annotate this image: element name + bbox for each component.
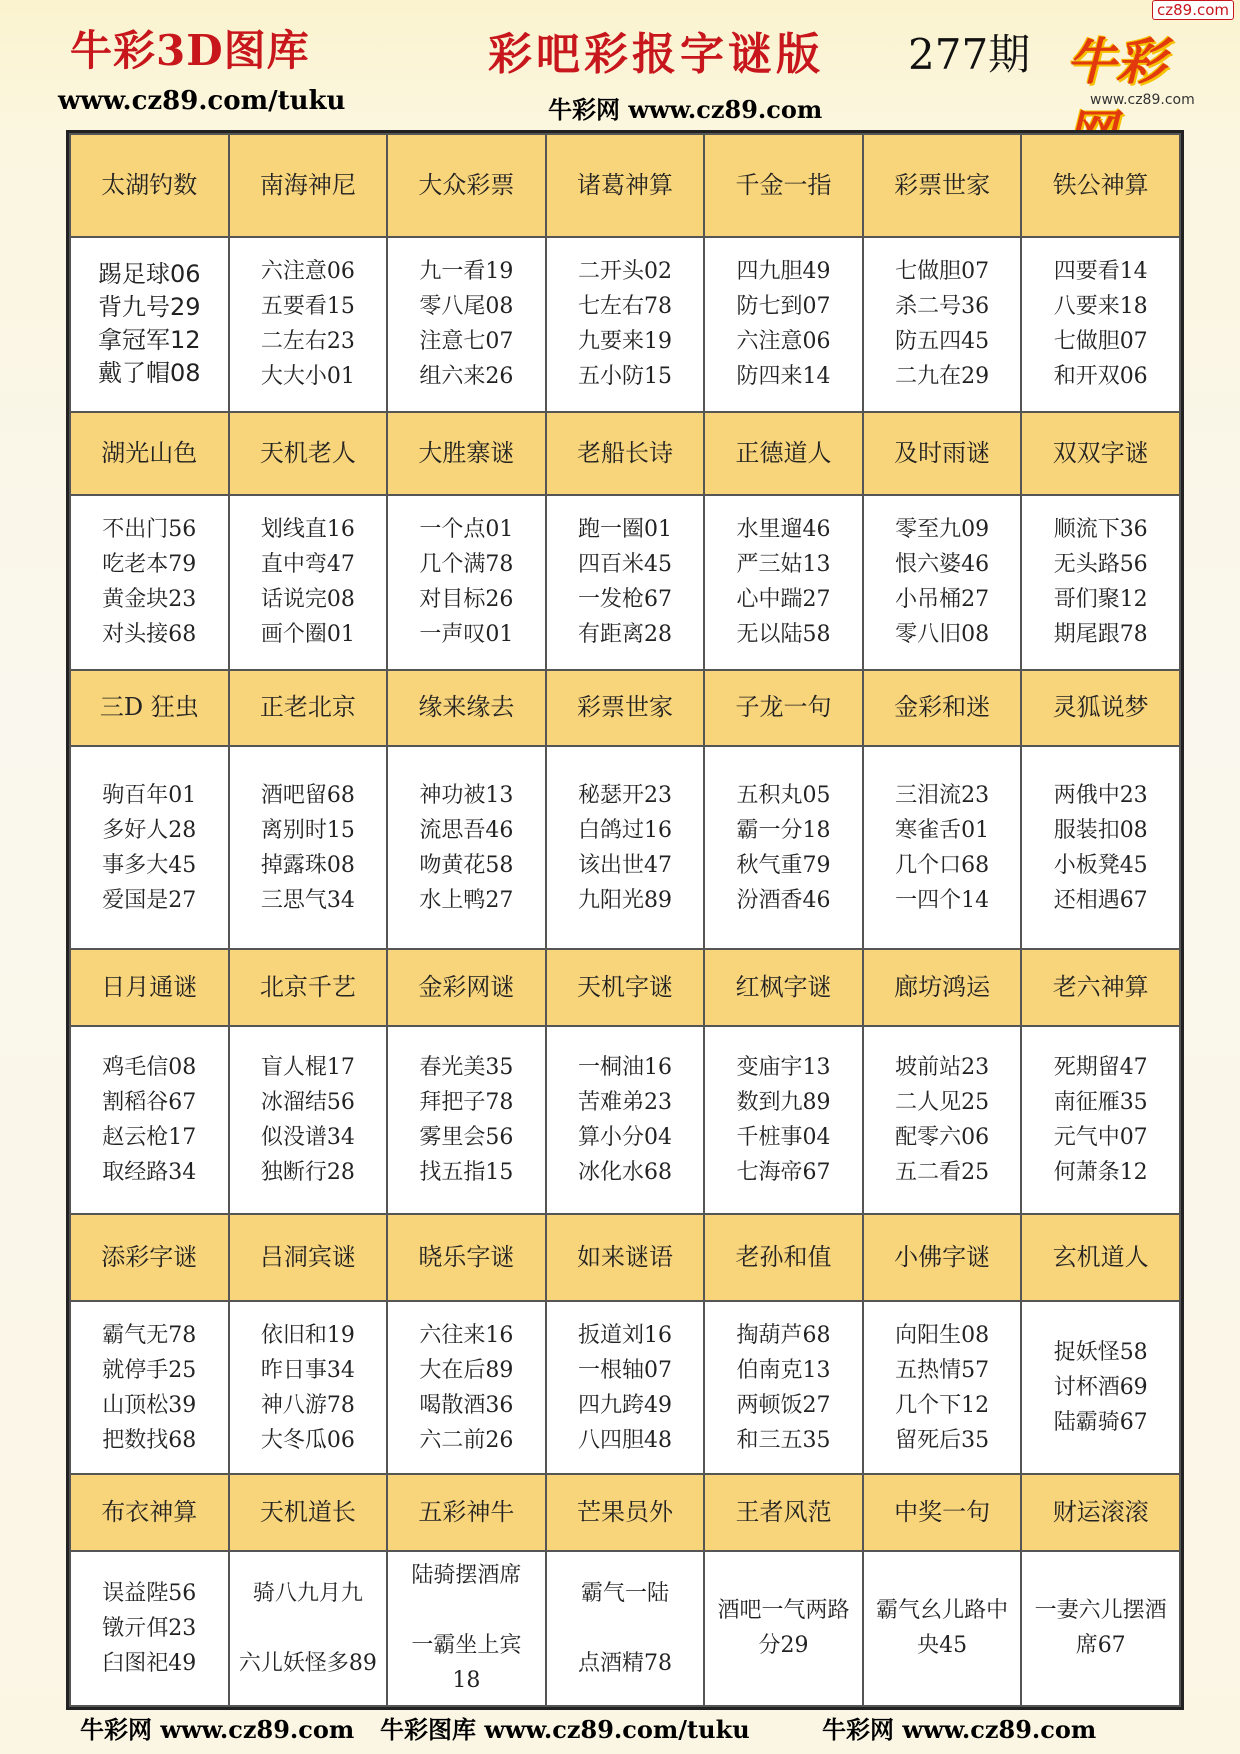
- page-title: 彩吧彩报字谜版: [488, 29, 824, 80]
- riddle-line: 九要来19: [577, 329, 672, 355]
- riddle-line: 杀二号36: [895, 294, 990, 320]
- riddle-cell: [387, 1026, 546, 1214]
- riddle-line: 几个口68: [895, 852, 990, 878]
- riddle-line: 二九在29: [895, 364, 990, 390]
- riddle-line: 小吊桶27: [895, 587, 990, 613]
- riddle-line: 留死后35: [895, 1427, 990, 1453]
- riddle-line: 臼图祀49: [102, 1650, 197, 1676]
- column-title: 日月通谜: [70, 949, 229, 1026]
- riddle-line: 水里遛46: [736, 517, 831, 543]
- riddle-line: 依旧和19: [260, 1322, 355, 1348]
- riddle-line: 五要看15: [260, 294, 355, 320]
- riddle-line: 对目标26: [419, 587, 514, 613]
- riddle-line: 五积丸05: [736, 782, 831, 808]
- riddle-cell: [1021, 495, 1180, 670]
- column-title: 铁公神算: [1021, 134, 1180, 237]
- section-entries-row: [70, 1026, 1180, 1214]
- column-title: 子龙一句: [704, 670, 863, 747]
- riddle-cell: [229, 1026, 388, 1214]
- issue-number: 277期: [908, 30, 1031, 79]
- column-title: 湖光山色: [70, 412, 229, 495]
- riddle-cell: [387, 237, 546, 412]
- column-title: 老孙和值: [704, 1214, 863, 1301]
- column-title: 大胜寨谜: [387, 412, 546, 495]
- riddle-line: 有距离28: [577, 622, 672, 648]
- riddle-line: 盲人棍17: [260, 1055, 355, 1080]
- riddle-line: 秋气重79: [736, 852, 831, 878]
- column-title: 天机字谜: [546, 949, 705, 1026]
- riddle-line: 一声叹01: [419, 622, 514, 648]
- riddle-cell: [546, 237, 705, 412]
- riddle-cell: [1021, 237, 1180, 412]
- riddle-line: 六儿妖怪多89: [238, 1650, 377, 1676]
- section-entries-row: [70, 495, 1180, 670]
- riddle-cell: [387, 1551, 546, 1706]
- column-title: 正老北京: [229, 670, 388, 747]
- riddle-cell: [387, 1301, 546, 1474]
- riddle-line: 二人见25: [895, 1090, 990, 1115]
- section-header-row: [70, 1474, 1180, 1551]
- riddle-line: 二左右23: [260, 329, 355, 355]
- riddle-line: 七海帝67: [736, 1160, 831, 1185]
- riddle-cell: [229, 746, 388, 949]
- riddle-line: 流思吾46: [419, 817, 514, 843]
- riddle-cell: [863, 746, 1022, 949]
- column-title: 添彩字谜: [70, 1214, 229, 1301]
- section-header-row: [70, 412, 1180, 495]
- riddle-line: 山顶松39: [102, 1392, 197, 1418]
- riddle-cell: [863, 495, 1022, 670]
- riddle-line: 掉露珠08: [260, 852, 355, 878]
- riddle-cell: [863, 1301, 1022, 1474]
- riddle-line: 死期留47: [1053, 1055, 1148, 1080]
- riddle-line: 五二看25: [895, 1160, 990, 1185]
- section-header-row: [70, 949, 1180, 1026]
- riddle-cell: [70, 1551, 229, 1706]
- riddle-line: 镦亓佴23: [102, 1615, 197, 1641]
- riddle-cell: [387, 495, 546, 670]
- riddle-line: 两俄中23: [1053, 782, 1148, 808]
- riddle-line: 七做胆07: [895, 259, 990, 285]
- riddle-cell: [1021, 1301, 1180, 1474]
- riddle-cell: [863, 237, 1022, 412]
- column-title: 老船长诗: [546, 412, 705, 495]
- riddle-line: 该出世47: [577, 852, 672, 878]
- riddle-line: 几个下12: [895, 1392, 990, 1418]
- logo-text: 牛彩: [1066, 33, 1166, 91]
- riddle-line: 和开双06: [1053, 364, 1148, 390]
- column-title: 五彩神牛: [387, 1474, 546, 1551]
- riddle-line: 顺流下36: [1053, 517, 1148, 543]
- riddle-line: 多好人28: [102, 817, 197, 843]
- riddle-line: 恨六婆46: [895, 552, 990, 578]
- riddle-line: [388, 1593, 545, 1628]
- riddle-line: 三思气34: [260, 887, 355, 913]
- site-logo: [1060, 22, 1210, 116]
- riddle-line: 雾里会56: [419, 1125, 514, 1150]
- riddle-line: 数到九89: [736, 1090, 831, 1115]
- column-title: 正德道人: [704, 412, 863, 495]
- riddle-line: 陆骑摆酒席: [411, 1563, 522, 1589]
- riddle-line: 千桩事04: [736, 1125, 831, 1150]
- riddle-line: 防七到07: [736, 294, 831, 320]
- riddle-line: 酒吧一气两路: [717, 1598, 850, 1624]
- riddle-line: 向阳生08: [895, 1322, 990, 1348]
- riddle-line: 霸气幺儿路中: [876, 1598, 1009, 1624]
- riddle-cell: [546, 1551, 705, 1706]
- riddle-line: 直中弯47: [260, 552, 355, 578]
- column-title: 廊坊鸿运: [863, 949, 1022, 1026]
- riddle-line: 昨日事34: [260, 1357, 355, 1383]
- column-title: 王者风范: [704, 1474, 863, 1551]
- riddle-cell: [229, 1301, 388, 1474]
- riddle-line: 无头路56: [1053, 552, 1148, 578]
- riddle-line: 吻黄花58: [419, 852, 514, 878]
- riddle-line: 服装扣08: [1053, 817, 1148, 843]
- riddle-line: 注意七07: [419, 329, 514, 355]
- riddle-line: 不出门56: [102, 517, 197, 543]
- logo-url: www.cz89.com: [1090, 92, 1195, 108]
- riddle-cell: [546, 746, 705, 949]
- riddle-grid: [66, 130, 1184, 1710]
- riddle-line: 零八旧08: [895, 622, 990, 648]
- riddle-line: 似没谱34: [260, 1125, 355, 1150]
- riddle-line: 骑八九月九: [252, 1580, 363, 1606]
- riddle-line: 扳道刘16: [577, 1322, 672, 1348]
- riddle-line: [547, 1611, 704, 1646]
- riddle-cell: [704, 1301, 863, 1474]
- riddle-line: 霸气一陆: [580, 1580, 669, 1606]
- column-title: 彩票世家: [546, 670, 705, 747]
- riddle-cell: [704, 237, 863, 412]
- riddle-cell: [1021, 1551, 1180, 1706]
- section-header-row: [70, 670, 1180, 747]
- riddle-line: 九一看19: [419, 259, 514, 285]
- riddle-line: 误益陛56: [102, 1580, 197, 1606]
- riddle-line: 还相遇67: [1053, 887, 1148, 913]
- riddle-line: 组六来26: [419, 364, 514, 390]
- section-header-row: [70, 134, 1180, 237]
- riddle-line: 二开头02: [577, 259, 672, 285]
- section-header-row: [70, 1214, 1180, 1301]
- riddle-line: 一根轴07: [577, 1357, 672, 1383]
- riddle-line: 八要来18: [1053, 294, 1148, 320]
- riddle-line: 一发枪67: [577, 587, 672, 613]
- column-title: 布衣神算: [70, 1474, 229, 1551]
- riddle-line: 六二前26: [419, 1427, 514, 1453]
- column-title: 吕洞宾谜: [229, 1214, 388, 1301]
- riddle-cell: [546, 1026, 705, 1214]
- riddle-cell: [70, 237, 229, 412]
- riddle-line: 一桐油16: [577, 1055, 672, 1080]
- riddle-line: 鸡毛信08: [102, 1055, 197, 1080]
- riddle-line: 元气中07: [1053, 1125, 1148, 1150]
- column-title: 玄机道人: [1021, 1214, 1180, 1301]
- riddle-line: 黄金块23: [102, 587, 197, 613]
- riddle-line: 冰化水68: [577, 1160, 672, 1185]
- riddle-line: 话说完08: [260, 587, 355, 613]
- riddle-line: 捉妖怪58: [1053, 1340, 1148, 1366]
- riddle-cell: [229, 1551, 388, 1706]
- riddle-line: 严三姑13: [736, 552, 831, 578]
- column-title: 灵狐说梦: [1021, 670, 1180, 747]
- riddle-line: 变庙宇13: [736, 1055, 831, 1080]
- riddle-line: 掏葫芦68: [736, 1322, 831, 1348]
- riddle-line: 苦难弟23: [577, 1090, 672, 1115]
- riddle-line: 拜把子78: [419, 1090, 514, 1115]
- riddle-line: 吃老本79: [102, 552, 197, 578]
- riddle-line: 四九跨49: [577, 1392, 672, 1418]
- column-title: 财运滚滚: [1021, 1474, 1180, 1551]
- column-title: 金彩网谜: [387, 949, 546, 1026]
- riddle-line: 无以陆58: [736, 622, 831, 648]
- column-title: 千金一指: [704, 134, 863, 237]
- riddle-line: 坡前站23: [895, 1055, 990, 1080]
- column-title: 北京千艺: [229, 949, 388, 1026]
- riddle-line: 六注意06: [736, 329, 831, 355]
- section-entries-row: [70, 237, 1180, 412]
- section-entries-row: [70, 1551, 1180, 1706]
- section-entries-row: [70, 1301, 1180, 1474]
- riddle-line: 八四胆48: [577, 1427, 672, 1453]
- riddle-line: 一个点01: [419, 517, 514, 543]
- column-title: 及时雨谜: [863, 412, 1022, 495]
- column-title: 红枫字谜: [704, 949, 863, 1026]
- riddle-cell: [546, 495, 705, 670]
- riddle-line: 背九号29: [98, 293, 201, 322]
- riddle-line: 伯南克13: [736, 1357, 831, 1383]
- riddle-line: 爱国是27: [102, 887, 197, 913]
- riddle-line: 霸气无78: [102, 1322, 197, 1348]
- riddle-cell: [229, 495, 388, 670]
- riddle-line: 四九胆49: [736, 259, 831, 285]
- riddle-cell: [70, 495, 229, 670]
- column-title: 小佛字谜: [863, 1214, 1022, 1301]
- riddle-line: 对头接68: [102, 622, 197, 648]
- riddle-line: 秘瑟开23: [577, 782, 672, 808]
- riddle-line: 期尾跟78: [1053, 622, 1148, 648]
- column-title: 大众彩票: [387, 134, 546, 237]
- riddle-cell: [704, 746, 863, 949]
- footer-right-url[interactable]: 牛彩网 www.cz89.com: [822, 1715, 1097, 1744]
- riddle-cell: [1021, 746, 1180, 949]
- riddle-line: 酒吧留68: [260, 782, 355, 808]
- riddle-line: 南征雁35: [1053, 1090, 1148, 1115]
- riddle-cell: [1021, 1026, 1180, 1214]
- riddle-line: 就停手25: [102, 1357, 197, 1383]
- riddle-cell: [546, 1301, 705, 1474]
- riddle-line: 陆霸骑67: [1053, 1410, 1148, 1436]
- riddle-line: [230, 1611, 387, 1646]
- riddle-line: 九阳光89: [577, 887, 672, 913]
- riddle-line: 零八尾08: [419, 294, 514, 320]
- riddle-cell: [863, 1026, 1022, 1214]
- riddle-line: 哥们聚12: [1053, 587, 1148, 613]
- riddle-cell: [863, 1551, 1022, 1706]
- riddle-line: 和三五35: [736, 1427, 831, 1453]
- footer-middle-url[interactable]: 牛彩图库 www.cz89.com/tuku: [380, 1715, 750, 1744]
- riddle-line: 大大小01: [260, 364, 355, 390]
- riddle-line: 心中踹27: [736, 587, 831, 613]
- footer-left-url[interactable]: 牛彩网 www.cz89.com: [80, 1715, 355, 1744]
- riddle-line: 事多大45: [102, 852, 197, 878]
- riddle-line: 水上鸭27: [419, 887, 514, 913]
- riddle-line: 拿冠军12: [98, 326, 201, 355]
- column-title: 金彩和迷: [863, 670, 1022, 747]
- riddle-line: 汾酒香46: [736, 887, 831, 913]
- riddle-cell: [704, 1026, 863, 1214]
- riddle-line: 零至九09: [895, 517, 990, 543]
- riddle-line: 配零六06: [895, 1125, 990, 1150]
- column-title: 芒果员外: [546, 1474, 705, 1551]
- riddle-line: 寒雀舌01: [895, 817, 990, 843]
- riddle-line: 六注意06: [260, 259, 355, 285]
- riddle-line: 戴了帽08: [98, 359, 201, 388]
- riddle-line: 央45: [917, 1633, 968, 1659]
- riddle-line: 分29: [758, 1633, 809, 1659]
- riddle-line: 离别时15: [260, 817, 355, 843]
- riddle-line: 席67: [1075, 1633, 1126, 1659]
- riddle-cell: [229, 237, 388, 412]
- riddle-line: 一霸坐上宾: [411, 1633, 522, 1659]
- riddle-line: 五热情57: [895, 1357, 990, 1383]
- riddle-line: 三泪流23: [895, 782, 990, 808]
- column-title: 双双字谜: [1021, 412, 1180, 495]
- column-title: 老六神算: [1021, 949, 1180, 1026]
- column-title: 晓乐字谜: [387, 1214, 546, 1301]
- site-url[interactable]: 牛彩网 www.cz89.com: [548, 95, 823, 124]
- riddle-cell: [70, 1026, 229, 1214]
- riddle-line: 白鸽过16: [577, 817, 672, 843]
- column-title: 南海神尼: [229, 134, 388, 237]
- riddle-line: 春光美35: [419, 1055, 514, 1080]
- section-entries-row: [70, 746, 1180, 949]
- riddle-line: 大冬瓜06: [260, 1427, 355, 1453]
- riddle-line: 画个圈01: [260, 622, 355, 648]
- riddle-line: 喝散酒36: [419, 1392, 514, 1418]
- riddle-line: 找五指15: [419, 1160, 514, 1185]
- riddle-line: 两顿饭27: [736, 1392, 831, 1418]
- riddle-line: 霸一分18: [736, 817, 831, 843]
- riddle-line: 七左右78: [577, 294, 672, 320]
- riddle-line: 取经路34: [102, 1160, 197, 1185]
- column-title: 三D 狂虫: [70, 670, 229, 747]
- riddle-cell: [387, 746, 546, 949]
- column-title: 缘来缘去: [387, 670, 546, 747]
- riddle-line: 讨杯酒69: [1053, 1375, 1148, 1401]
- riddle-table: [69, 133, 1181, 1707]
- brand-title: 牛彩3D图库: [70, 26, 310, 75]
- riddle-line: 跑一圈01: [577, 517, 672, 543]
- riddle-line: 四要看14: [1053, 259, 1148, 285]
- riddle-line: 赵云枪17: [102, 1125, 197, 1150]
- column-title: 诸葛神算: [546, 134, 705, 237]
- riddle-line: 冰溜结56: [260, 1090, 355, 1115]
- column-title: 太湖钓数: [70, 134, 229, 237]
- riddle-cell: [704, 495, 863, 670]
- riddle-line: 小板凳45: [1053, 852, 1148, 878]
- riddle-cell: [704, 1551, 863, 1706]
- riddle-line: 防四来14: [736, 364, 831, 390]
- riddle-line: 独断行28: [260, 1160, 355, 1185]
- riddle-line: 一四个14: [895, 887, 990, 913]
- riddle-line: 一妻六儿摆酒: [1034, 1598, 1167, 1624]
- riddle-line: 划线直16: [260, 517, 355, 543]
- riddle-line: 18: [452, 1668, 481, 1694]
- riddle-line: 六往来16: [419, 1322, 514, 1348]
- column-title: 如来谜语: [546, 1214, 705, 1301]
- column-title: 彩票世家: [863, 134, 1022, 237]
- column-title: 天机道长: [229, 1474, 388, 1551]
- riddle-line: 七做胆07: [1053, 329, 1148, 355]
- brand-url[interactable]: www.cz89.com/tuku: [58, 86, 346, 116]
- riddle-line: 把数找68: [102, 1427, 197, 1453]
- riddle-cell: [70, 746, 229, 949]
- riddle-line: 割稻谷67: [102, 1090, 197, 1115]
- riddle-line: 防五四45: [895, 329, 990, 355]
- riddle-line: 几个满78: [419, 552, 514, 578]
- column-title: 中奖一句: [863, 1474, 1022, 1551]
- riddle-line: 神功被13: [419, 782, 514, 808]
- riddle-line: 大在后89: [419, 1357, 514, 1383]
- column-title: 天机老人: [229, 412, 388, 495]
- riddle-line: 何萧条12: [1053, 1160, 1148, 1185]
- riddle-line: 算小分04: [577, 1125, 672, 1150]
- riddle-line: 踢足球06: [98, 260, 201, 289]
- riddle-line: 四百米45: [577, 552, 672, 578]
- riddle-line: 神八游78: [260, 1392, 355, 1418]
- corner-url-badge[interactable]: cz89.com: [1152, 0, 1234, 20]
- riddle-line: 五小防15: [577, 364, 672, 390]
- riddle-line: 驹百年01: [102, 782, 197, 808]
- riddle-line: 点酒精78: [577, 1650, 672, 1676]
- riddle-cell: [70, 1301, 229, 1474]
